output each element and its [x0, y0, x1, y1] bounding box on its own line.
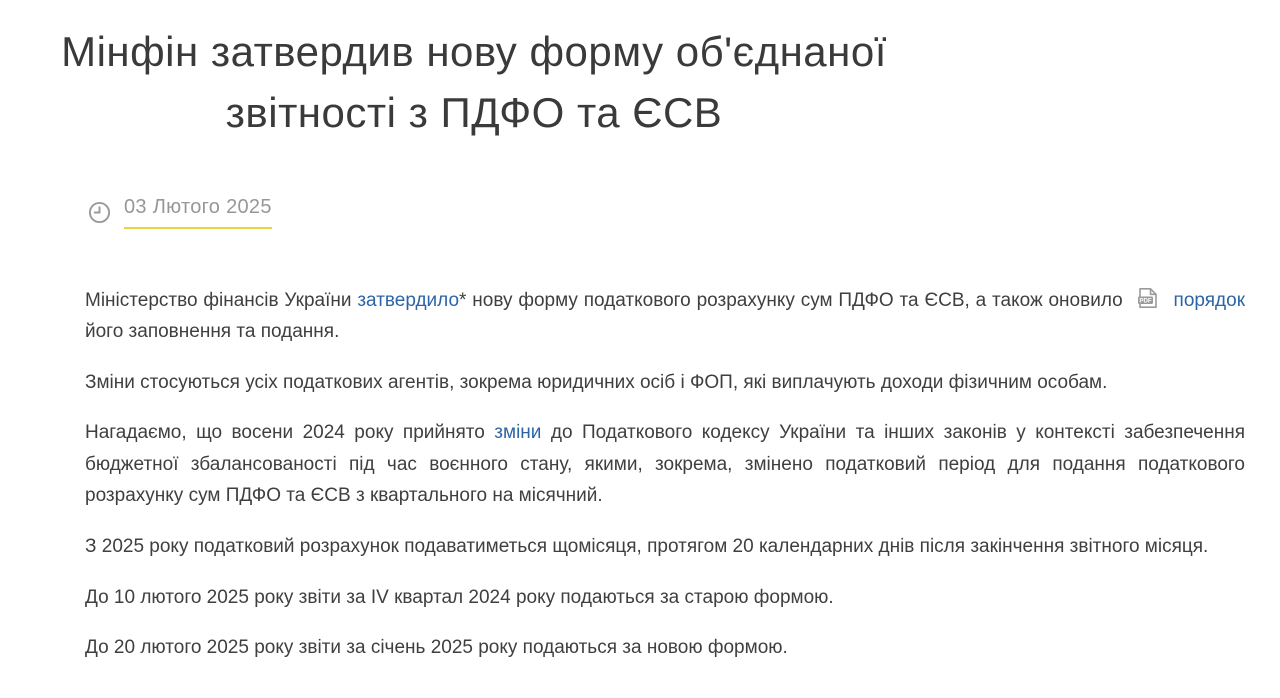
pdf-icon[interactable]: [1135, 286, 1160, 310]
svg-text:PDF: PDF: [1138, 297, 1152, 305]
page-title: Мінфін затвердив нову форму об'єднаної звітності з ПДФО та ЄСВ: [61, 28, 887, 136]
inline-link[interactable]: порядок: [1173, 289, 1246, 311]
inline-link[interactable]: затвердило: [357, 289, 460, 311]
article-paragraph: [85, 582, 1245, 614]
paragraph-text: Зміни стосуються усіх податкових агентів, зокрема юридичних осіб і ФОП, які виплачують доходи фізичним особам.: [85, 371, 1108, 393]
article-paragraph: [85, 632, 1245, 664]
paragraph-text: Нагадаємо, що восени 2024 року прийнято: [85, 422, 495, 444]
publish-date: 03 Лютого 2025: [124, 196, 272, 229]
article-paragraph: [85, 285, 1245, 348]
paragraph-text: З 2025 року податковий розрахунок подаватиметься щомісяця, протягом 20 календарних днів після закінчення звітного місяця.: [85, 535, 1209, 557]
article-page: [0, 22, 1280, 698]
clock-icon: [88, 201, 111, 224]
paragraph-text: його заповнення та подання.: [85, 321, 340, 343]
article-paragraph: [85, 531, 1245, 563]
paragraph-text: Міністерство фінансів України: [85, 289, 358, 311]
paragraph-text: До 20 лютого 2025 року звіти за січень 2025 року подаються за новою формою.: [85, 637, 788, 659]
article-paragraph: [85, 367, 1245, 399]
paragraph-text: * нову форму податкового розрахунку сум ПДФО та ЄСВ, а також оновило: [459, 289, 1129, 311]
paragraph-text: До 10 лютого 2025 року звіти за IV квартал 2024 року подаються за старою формою.: [85, 586, 834, 608]
paragraph-text: до Податкового кодексу України та інших законів у контексті забезпечення бюджетної збалансованості під час воєнного стану, якими, зокрема, змінено податковий період для подання податкового розрахунку сум ПДФО та ЄСВ з квартального на місячний.: [85, 422, 1246, 507]
article-meta: [88, 196, 1280, 229]
article-paragraph: [85, 417, 1245, 512]
article-body: [85, 285, 1245, 664]
inline-link[interactable]: зміни: [494, 422, 542, 444]
